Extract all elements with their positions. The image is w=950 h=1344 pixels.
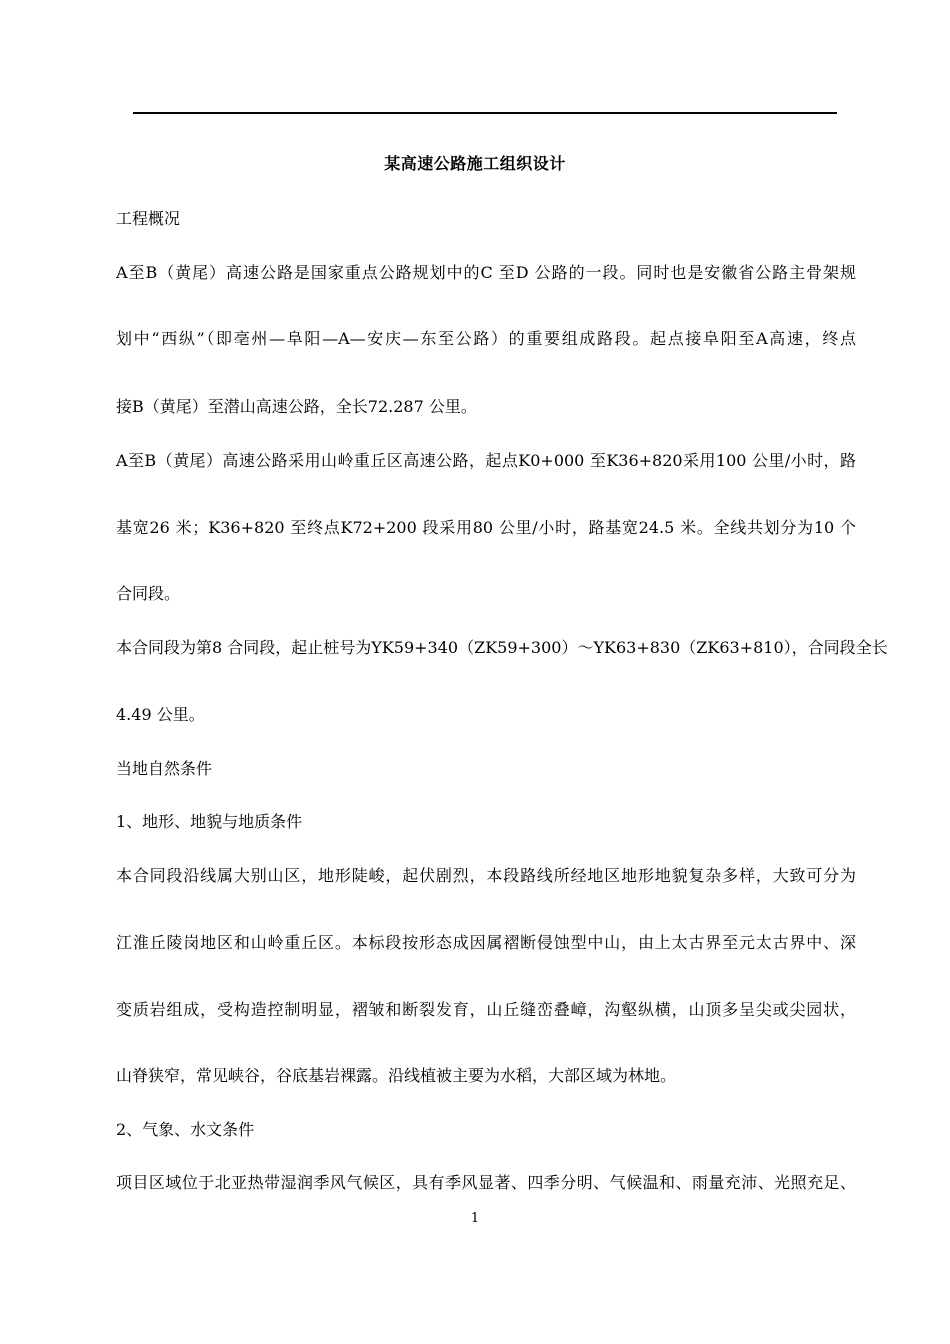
paragraph-line: 山脊狭窄，常见峡谷，谷底基岩裸露。沿线植被主要为水稻，大部区域为林地。 (116, 1066, 677, 1085)
section-heading-overview: 工程概况 (116, 209, 181, 228)
paragraph-line: 划中“西纵”（即亳州—阜阳—A—安庆—东至公路）的重要组成路段。起点接阜阳至A高速，终点 (116, 329, 856, 348)
paragraph-line: 合同段。 (116, 584, 181, 603)
paragraph-line: 基宽26 米；K36+820 至终点K72+200 段采用80 公里/小时，路基宽24.5 米。全线共划分为10 个 (116, 518, 856, 537)
section-heading-natural: 当地自然条件 (116, 759, 213, 778)
paragraph-line: A至B（黄尾）高速公路采用山岭重丘区高速公路，起点K0+000 至K36+820采用100 公里/小时，路 (116, 451, 856, 470)
paragraph-line: 江淮丘陵岗地区和山岭重丘区。本标段按形态成因属褶断侵蚀型中山，由上太古界至元太古界中、深 (116, 933, 856, 952)
page-number: 1 (470, 1211, 480, 1226)
paragraph-line: 本合同段沿线属大别山区，地形陡峻，起伏剧烈，本段路线所经地区地形地貌复杂多样，大致可分为 (116, 866, 856, 885)
header-rule (133, 112, 837, 114)
paragraph-line: A至B（黄尾）高速公路是国家重点公路规划中的C 至D 公路的一段。同时也是安徽省公路主骨架规 (116, 263, 856, 282)
paragraph-line: 项目区域位于北亚热带湿润季风气候区，具有季风显著、四季分明、气候温和、雨量充沛、光照充足、 (116, 1173, 856, 1192)
paragraph-line: 接B（黄尾）至潜山高速公路，全长72.287 公里。 (116, 397, 477, 416)
paragraph-line: 本合同段为第8 合同段，起止桩号为YK59+340（ZK59+300）～YK63+830（ZK63+810），合同段全长 (116, 638, 888, 657)
paragraph-line: 变质岩组成，受构造控制明显，褶皱和断裂发育，山丘缝峦叠嶂，沟壑纵横，山顶多呈尖或尖园状， (116, 1000, 856, 1019)
subsection-heading-terrain: 1、地形、地貌与地质条件 (116, 812, 303, 831)
subsection-heading-climate: 2、气象、水文条件 (116, 1120, 255, 1139)
paragraph-line: 4.49 公里。 (116, 705, 205, 724)
document-title: 某高速公路施工组织设计 (384, 154, 566, 173)
